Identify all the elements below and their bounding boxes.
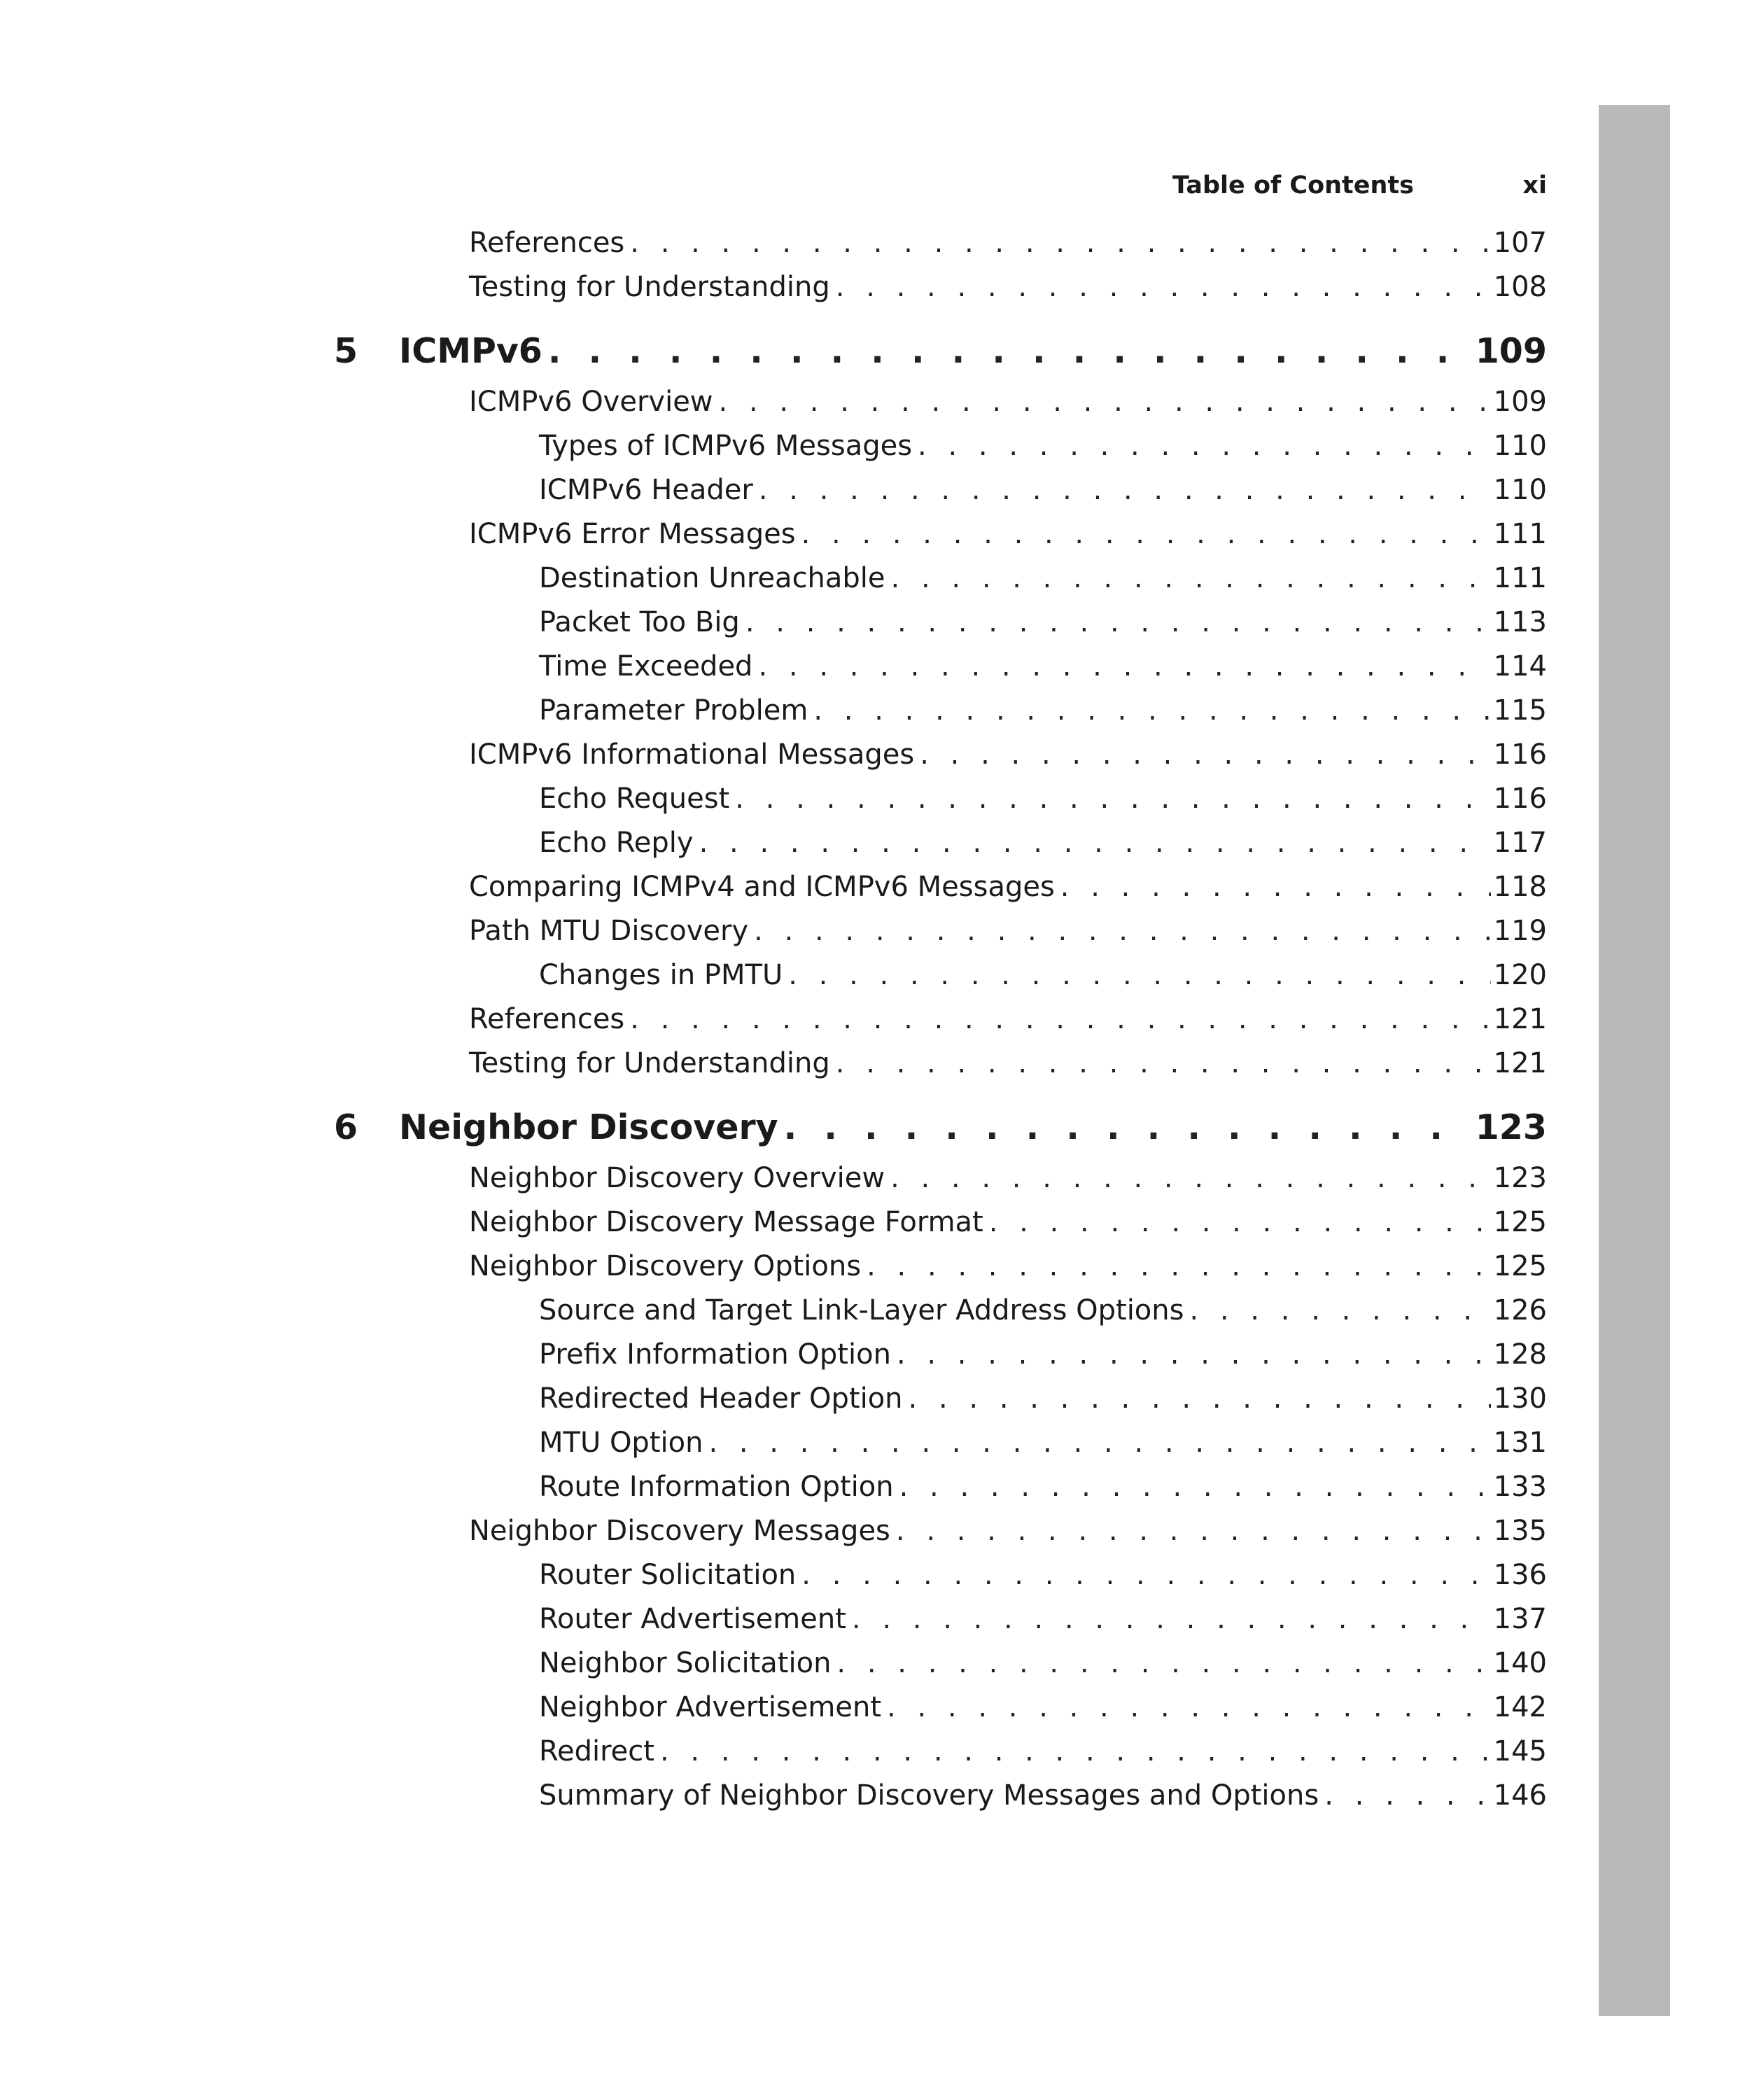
toc-entry[interactable]	[0, 1513, 1547, 1548]
dot-leader	[920, 737, 1490, 772]
toc-entry-page-number: 109	[1493, 386, 1547, 418]
toc-entry[interactable]	[0, 1558, 1547, 1592]
toc-entry-page-number: 121	[1493, 1047, 1547, 1079]
toc-entry[interactable]	[0, 517, 1547, 552]
toc-entry[interactable]	[0, 1205, 1547, 1240]
toc-entry[interactable]	[0, 825, 1547, 860]
dot-leader	[1189, 1293, 1490, 1328]
dot-leader	[891, 561, 1491, 596]
dot-leader	[813, 693, 1490, 728]
toc-entry-page-number: 116	[1493, 783, 1547, 815]
dot-leader	[836, 270, 1491, 304]
toc-entry[interactable]	[0, 693, 1547, 728]
dot-leader	[719, 384, 1491, 419]
toc-entry-page-number: 111	[1493, 518, 1547, 550]
toc-entry[interactable]	[0, 737, 1547, 772]
dot-leader	[758, 649, 1490, 684]
toc-entry-page-number: 136	[1493, 1559, 1547, 1591]
toc-entry[interactable]	[0, 605, 1547, 640]
toc-entry-title: ICMPv6	[399, 331, 542, 371]
toc-entry-title: ICMPv6 Error Messages	[469, 518, 796, 550]
toc-entry-page-number: 145	[1493, 1735, 1547, 1768]
toc-entry-page-number: 125	[1493, 1206, 1547, 1238]
dot-leader	[989, 1205, 1491, 1240]
toc-entry-title: Neighbor Discovery Options	[469, 1250, 862, 1282]
toc-entry[interactable]	[0, 1002, 1547, 1037]
toc-entry-page-number: 110	[1493, 430, 1547, 462]
toc-entry[interactable]	[0, 1602, 1547, 1637]
toc-entry-page-number: 115	[1493, 694, 1547, 727]
toc-entry-title: Changes in PMTU	[539, 959, 783, 991]
toc-entry-page-number: 125	[1493, 1250, 1547, 1282]
toc-entry-title: MTU Option	[539, 1427, 703, 1459]
running-head-title: Table of Contents	[1172, 172, 1414, 200]
toc-entry-page-number: 137	[1493, 1603, 1547, 1635]
toc-entry-page-number: 111	[1493, 562, 1547, 594]
toc-entry-title: References	[469, 1003, 625, 1035]
toc-entry-page-number: 120	[1493, 959, 1547, 991]
toc-entry-page-number: 118	[1493, 871, 1547, 903]
dot-leader	[630, 1002, 1490, 1037]
dot-leader	[852, 1602, 1491, 1637]
toc-entry-title: Types of ICMPv6 Messages	[539, 430, 913, 462]
dot-leader	[745, 605, 1491, 640]
toc-entry[interactable]	[0, 472, 1547, 507]
dot-leader	[548, 330, 1473, 372]
toc-chapter-number: 5	[334, 331, 358, 371]
toc-entry[interactable]	[0, 225, 1547, 260]
dot-leader	[836, 1646, 1490, 1681]
toc-entry-page-number: 113	[1493, 606, 1547, 638]
toc-entry-page-number: 140	[1493, 1647, 1547, 1679]
toc-entry-page-number: 142	[1493, 1691, 1547, 1723]
toc-entry-title: Neighbor Solicitation	[539, 1647, 832, 1679]
toc-entry-title: Parameter Problem	[539, 694, 808, 727]
toc-entry-page-number: 109	[1475, 331, 1547, 371]
toc-chapter-entry[interactable]	[0, 330, 1547, 372]
toc-entry-title: Neighbor Discovery Messages	[469, 1515, 890, 1547]
toc-entry-title: Neighbor Advertisement	[539, 1691, 882, 1723]
toc-entry-title: Router Solicitation	[539, 1559, 797, 1591]
toc-entry-title: Neighbor Discovery Overview	[469, 1162, 885, 1194]
toc-entry[interactable]	[0, 270, 1547, 304]
toc-entry[interactable]	[0, 1778, 1547, 1813]
toc-entry-title: Echo Reply	[539, 827, 694, 859]
toc-entry-title: Packet Too Big	[539, 606, 740, 638]
dot-leader	[735, 781, 1490, 816]
toc-entry-page-number: 146	[1493, 1779, 1547, 1812]
toc-entry-title: Route Information Option	[539, 1471, 894, 1503]
toc-entry-page-number: 130	[1493, 1382, 1547, 1415]
toc-chapter-entry[interactable]	[0, 1107, 1547, 1149]
page-edge-tab	[1599, 105, 1670, 2016]
toc-entry-title: Source and Target Link-Layer Address Options	[539, 1294, 1184, 1326]
toc-entry-title: Path MTU Discovery	[469, 915, 749, 947]
dot-leader	[1324, 1778, 1490, 1813]
toc-entry[interactable]	[0, 1046, 1547, 1081]
dot-leader	[918, 428, 1491, 463]
toc-entry-page-number: 135	[1493, 1515, 1547, 1547]
dot-leader	[890, 1161, 1491, 1196]
dot-leader	[909, 1381, 1491, 1416]
toc-entry-title: ICMPv6 Header	[539, 474, 753, 506]
toc-entry[interactable]	[0, 1337, 1547, 1372]
toc-entry-title: ICMPv6 Overview	[469, 386, 713, 418]
toc-entry-page-number: 128	[1493, 1338, 1547, 1371]
toc-entry[interactable]	[0, 958, 1547, 993]
dot-leader	[801, 517, 1491, 552]
toc-entry-title: Router Advertisement	[539, 1603, 846, 1635]
toc-entry-page-number: 123	[1493, 1162, 1547, 1194]
toc-entry-title: References	[469, 227, 625, 259]
toc-entry-page-number: 107	[1493, 227, 1547, 259]
dot-leader	[887, 1690, 1491, 1725]
running-head	[1050, 168, 1547, 203]
dot-leader	[759, 472, 1491, 507]
dot-leader	[784, 1107, 1473, 1149]
toc-entry[interactable]	[0, 1646, 1547, 1681]
toc-entry-title: Redirect	[539, 1735, 654, 1768]
dot-leader	[896, 1513, 1491, 1548]
toc-chapter-number: 6	[334, 1107, 358, 1147]
toc-entry-page-number: 114	[1493, 650, 1547, 682]
toc-entry-page-number: 108	[1493, 271, 1547, 303]
toc-entry[interactable]	[0, 428, 1547, 463]
toc-entry[interactable]	[0, 1161, 1547, 1196]
toc-entry-title: Echo Request	[539, 783, 730, 815]
toc-entry-page-number: 131	[1493, 1427, 1547, 1459]
toc-entry-page-number: 116	[1493, 738, 1547, 771]
toc-entry[interactable]	[0, 1381, 1547, 1416]
toc-entry-title: ICMPv6 Informational Messages	[469, 738, 915, 771]
dot-leader	[754, 913, 1491, 948]
dot-leader	[897, 1337, 1491, 1372]
dot-leader	[630, 225, 1490, 260]
toc-entry[interactable]	[0, 1249, 1547, 1284]
toc-entry[interactable]	[0, 561, 1547, 596]
toc-entry-page-number: 110	[1493, 474, 1547, 506]
toc-entry-title: Neighbor Discovery	[399, 1107, 778, 1147]
toc-entry-page-number: 121	[1493, 1003, 1547, 1035]
toc-entry-title: Time Exceeded	[539, 650, 753, 682]
toc-entry[interactable]	[0, 1469, 1547, 1504]
dot-leader	[1060, 869, 1491, 904]
toc-entry-page-number: 126	[1493, 1294, 1547, 1326]
toc-entry[interactable]	[0, 1690, 1547, 1725]
dot-leader	[699, 825, 1491, 860]
toc-entry[interactable]	[0, 913, 1547, 948]
toc-entry-title: Prefix Information Option	[539, 1338, 891, 1371]
toc-entry[interactable]	[0, 1734, 1547, 1769]
toc-entry-title: Destination Unreachable	[539, 562, 885, 594]
dot-leader	[708, 1425, 1490, 1460]
toc-entry-title: Comparing ICMPv4 and ICMPv6 Messages	[469, 871, 1055, 903]
toc-entry-page-number: 119	[1493, 915, 1547, 947]
dot-leader	[788, 958, 1490, 993]
toc-entry-title: Testing for Understanding	[469, 1047, 830, 1079]
dot-leader	[899, 1469, 1491, 1504]
toc-entry[interactable]	[0, 1293, 1547, 1328]
toc-entry-page-number: 133	[1493, 1471, 1547, 1503]
toc-entry-title: Neighbor Discovery Message Format	[469, 1206, 983, 1238]
toc-entry-title: Testing for Understanding	[469, 271, 830, 303]
toc-entry-page-number: 117	[1493, 827, 1547, 859]
running-head-page-number: xi	[1522, 172, 1547, 200]
toc-entry[interactable]	[0, 1425, 1547, 1460]
toc-entry[interactable]	[0, 384, 1547, 419]
toc-entry-title: Summary of Neighbor Discovery Messages and Options	[539, 1779, 1319, 1812]
toc-entry-title: Redirected Header Option	[539, 1382, 903, 1415]
toc-entry-page-number: 123	[1475, 1107, 1547, 1147]
dot-leader	[836, 1046, 1491, 1081]
dot-leader	[801, 1558, 1490, 1592]
toc-entry[interactable]	[0, 869, 1547, 904]
dot-leader	[867, 1249, 1491, 1284]
dot-leader	[660, 1734, 1491, 1769]
toc-entry[interactable]	[0, 781, 1547, 816]
toc-entry[interactable]	[0, 649, 1547, 684]
